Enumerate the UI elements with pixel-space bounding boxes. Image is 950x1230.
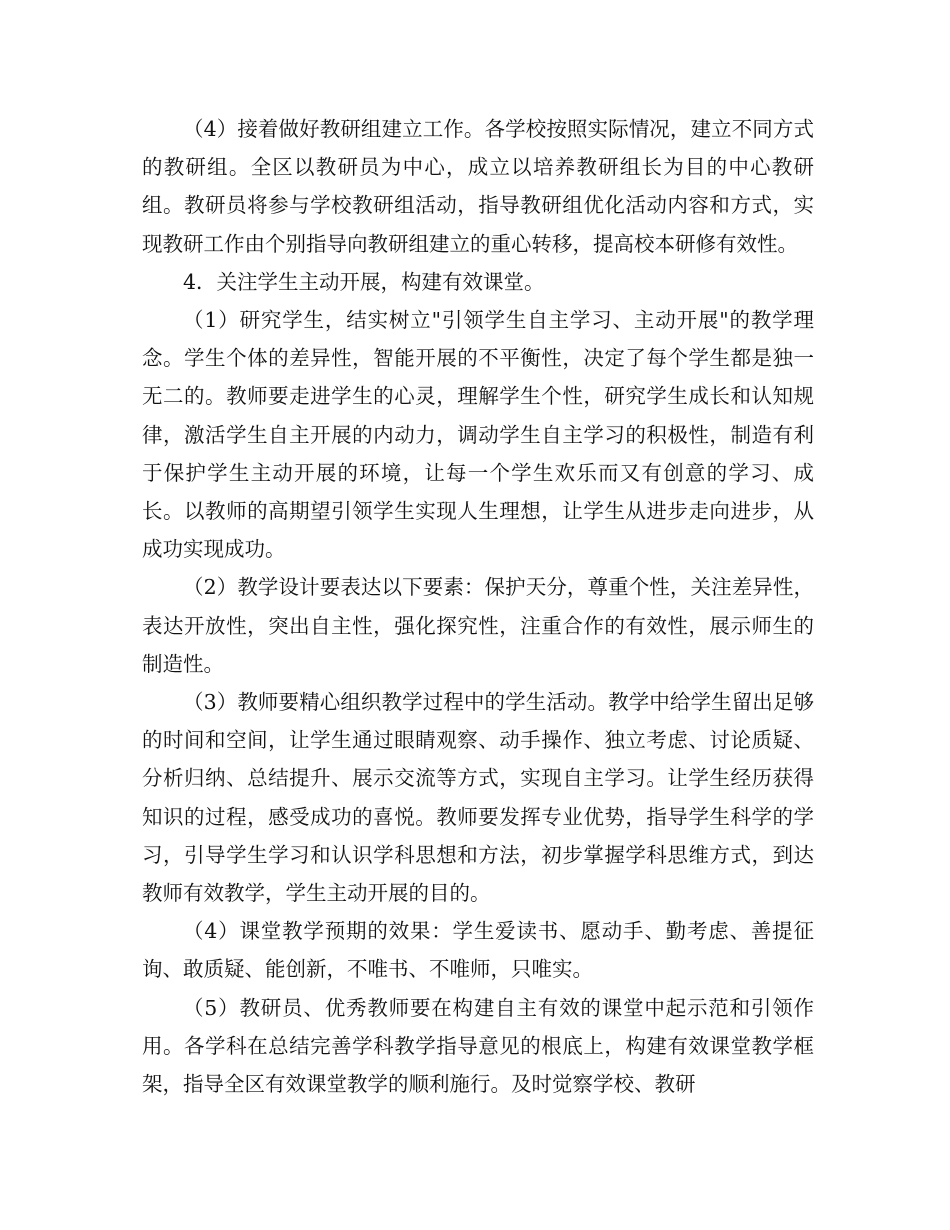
- paragraph-item-5-teacher-role: （5）教研员、优秀教师要在构建自主有效的课堂中起示范和引领作用。各学科在总结完善学科教学指导意见的根底上，构建有效课堂教学框架，指导全区有效课堂教学的顺利施行。及时觉察学校、教研: [142, 995, 814, 1097]
- paragraph-item-4-teaching-groups: （4）接着做好教研组建立工作。各学校按照实际情况，建立不同方式的教研组。全区以教研员为中心，成立以培养教研组长为目的中心教研组。教研员将参与学校教研组活动，指导教研组优化活动内容和方式，实现教研工作由个别指导向教研组建立的重心转移，提高校本研修有效性。: [142, 117, 814, 256]
- section-heading-effective-classroom: 4．关注学生主动开展，构建有效课堂。: [183, 269, 545, 294]
- paragraph-item-2-teaching-design: （2）教学设计要表达以下要素：保护天分，尊重个性，关注差异性，表达开放性，突出自主性，强化探究性，注重合作的有效性，展示师生的制造性。: [142, 575, 814, 676]
- document-body: [142, 110, 814, 1103]
- paragraph-item-1-research-students: （1）研究学生，结实树立"引领学生自主学习、主动开展"的教学理念。学生个体的差异性，智能开展的不平衡性，决定了每个学生都是独一无二的。教师要走进学生的心灵，理解学生个性，研究学生成长和认知规律，激活学生自主开展的内动力，调动学生自主学习的积极性，制造有利于保护学生主动开展的环境，让每一个学生欢乐而又有创意的学习、成长。以教师的高期望引领学生实现人生理想，让学生从进步走向进步，从成功实现成功。: [142, 308, 814, 562]
- paragraph-item-4-expected-effects: （4）课堂教学预期的效果：学生爱读书、愿动手、勤考虑、善提征询、敢质疑、能创新，不唯书、不唯师，只唯实。: [142, 919, 814, 982]
- paragraph-item-3-student-activities: （3）教师要精心组织教学过程中的学生活动。教学中给学生留出足够的时间和空间，让学生通过眼睛观察、动手操作、独立考虑、讨论质疑、分析归纳、总结提升、展示交流等方式，实现自主学习。让学生经历获得知识的过程，感受成功的喜悦。教师要发挥专业优势，指导学生科学的学习，引导学生学习和认识学科思想和方法，初步掌握学科思维方式，到达教师有效教学，学生主动开展的目的。: [142, 690, 814, 906]
